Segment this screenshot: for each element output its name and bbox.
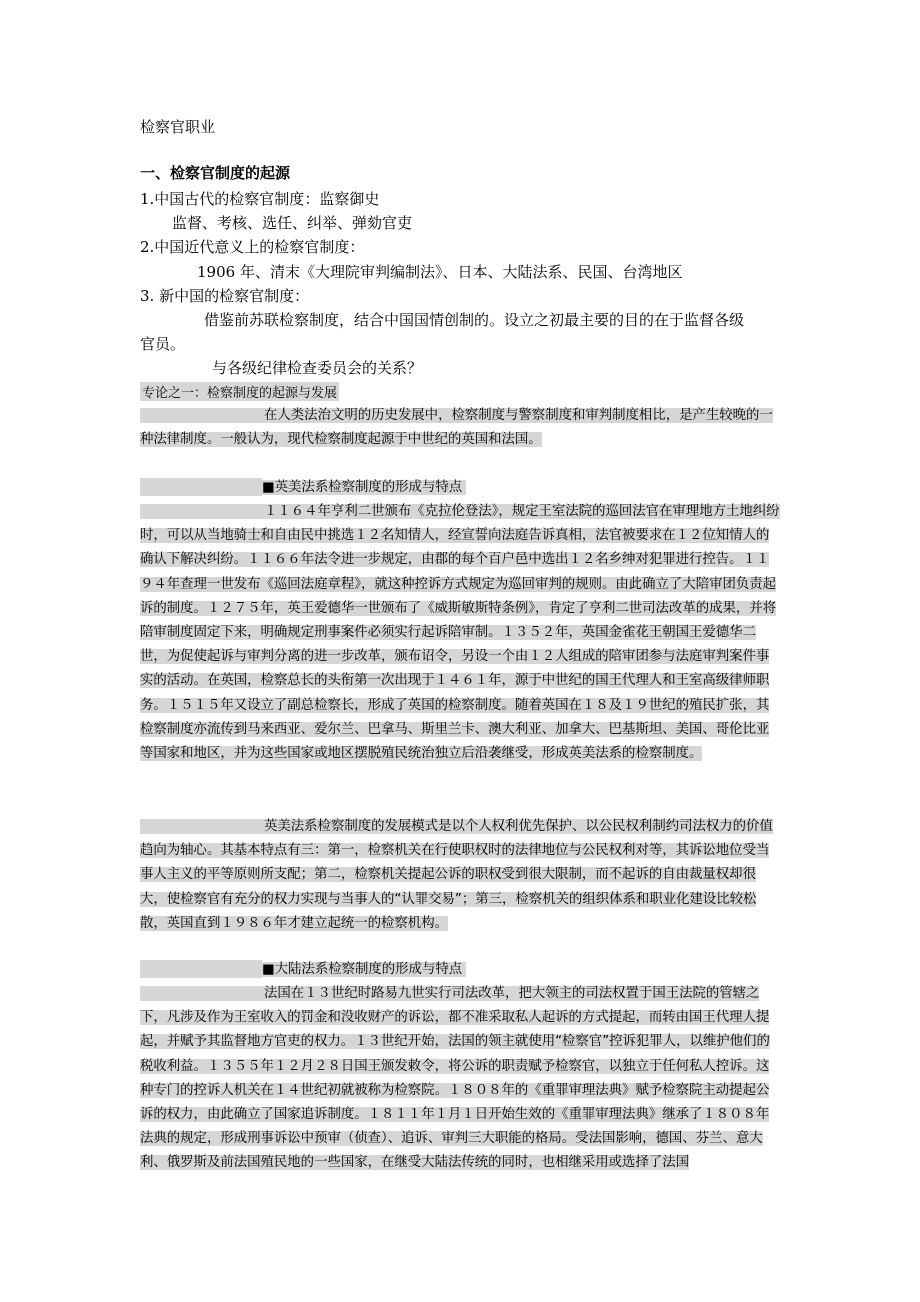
outline-item: 2.中国近代意义上的检察官制度： — [140, 238, 365, 256]
intro-text: 在人类法治文明的历史发展中，检察制度与警察制度和审判制度相比，是产生较晚的一种法律制度。一般认为，现代检察制度起源于中世纪的英国和法国。 — [140, 408, 773, 448]
outline-item: 3. 新中国的检察官制度： — [140, 287, 310, 305]
anglo-paragraph-2 — [140, 815, 782, 936]
continental-p1-text: 法国在１３世纪时路易九世实行司法改革，把大领主的司法权置于国王法院的管辖之下，凡涉及作为王室收入的罚金和没收财产的诉讼，都不准采取私人起诉的方式提起，而转由国王代理人提起，并赋予其监督地方官吏的权力。１３世纪开始，法国的领主就使用“检察官”控诉犯罪人，以维护他们的税收利益。１３５５年１２月２８日国王颁发敕令，将公诉的职责赋予检察官，以独立于任何私人控诉。这种专门的控诉人机关在１４世纪初就被称为检察院。１８０８年的《重罪审理法典》赋予检察院主动提起公诉的权力，由此确立了国家追诉制度。１８１１年１月１日开始生效的《重罪审理法典》继承了１８０８年法典的规定，形成刑事诉讼中预审（侦查）、追诉、审判三大职能的格局。受法国影响，德国、芬兰、意大利、俄罗斯及前法国殖民地的一些国家，在继受大陆法传统的同时，也相继采用或选择了法国 — [140, 986, 770, 1171]
topic-label: 专论之一：检察制度的起源与发展 — [140, 382, 339, 401]
heading-shade — [140, 960, 262, 978]
outline-item: 与各级纪律检查委员会的关系？ — [212, 359, 423, 377]
outline-item: 官员。 — [140, 335, 186, 353]
continental-heading-text: ■大陆法系检察制度的形成与特点 — [262, 962, 466, 977]
anglo-heading-text: ■英美法系检察制度的形成与特点 — [262, 480, 466, 495]
continental-heading — [140, 959, 466, 981]
anglo-paragraph-1 — [140, 500, 782, 766]
anglo-p2-text: 英美法系检察制度的发展模式是以个人权利优先保护、以公民权利制约司法权力的价值趋向为轴心。其基本特点有三：第一，检察机关在行使职权时的法律地位与公民权利对等，其诉讼地位受当事人主义的平等原则所支配；第二，检察机关提起公诉的职权受到很大限制，而不起诉的自由裁量权却很大，使检察官有充分的权力实现与当事人的“认罪交易”；第三，检察机关的组织体系和职业化建设比较松散，英国直到１９８６年才建立起统一的检察机构。 — [140, 819, 773, 931]
outline-item: 监督、考核、选任、纠举、弹劾官吏 — [172, 214, 413, 232]
anglo-heading — [140, 477, 466, 499]
outline-item: 1.中国古代的检察官制度：监察御史 — [140, 190, 380, 208]
intro-paragraph — [140, 404, 782, 452]
outline-item: 1906 年、清末《大理院审判编制法》、日本、大陆法系、民国、台湾地区 — [197, 263, 683, 281]
document-title: 检察官职业 — [140, 118, 216, 136]
section-heading: 一、检察官制度的起源 — [140, 164, 291, 182]
outline-item: 借鉴前苏联检察制度，结合中国国情创制的。设立之初最主要的目的在于监督各级 — [204, 311, 745, 329]
anglo-p1-text: １１６４年亨利二世颁布《克拉伦登法》，规定王室法院的巡回法官在审理地方土地纠纷时，可以从当地骑士和自由民中挑选１２名知情人，经宣誓向法庭告诉真相，法官被要求在１２位知情人的确认下解决纠纷。１１６６年法令进一步规定，由郡的每个百户邑中选出１２名乡绅对犯罪进行控告。１１９４年查理一世发布《巡回法庭章程》，就这种控诉方式规定为巡回审判的规则。由此确立了大陪审团负责起诉的制度。１２７５年，英王爱德华一世颁布了《威斯敏斯特条例》，肯定了亨利二世司法改革的成果，并将陪审制度固定下来，明确规定刑事案件必须实行起诉陪审制。１３５２年，英国金雀花王朝国王爱德华二世，为促使起诉与审判分离的进一步改革，颁布诏令，另设一个由１２人组成的陪审团参与法庭审判案件事实的活动。在英国，检察总长的头衔第一次出现于１４６１年，源于中世纪的国王代理人和王室高级律师职务。１５１５年又设立了副总检察长，形成了英国的检察制度。随着英国在１８及１９世纪的殖民扩张，其检察制度亦流传到马来西亚、爱尔兰、巴拿马、斯里兰卡、澳大利亚、加拿大、巴基斯坦、美国、哥伦比亚等国家和地区，并为这些国家或地区摆脱殖民统治独立后沿袭继受，形成英美法系的检察制度。 — [140, 504, 780, 762]
heading-shade — [140, 478, 262, 496]
continental-paragraph-1 — [140, 982, 782, 1176]
